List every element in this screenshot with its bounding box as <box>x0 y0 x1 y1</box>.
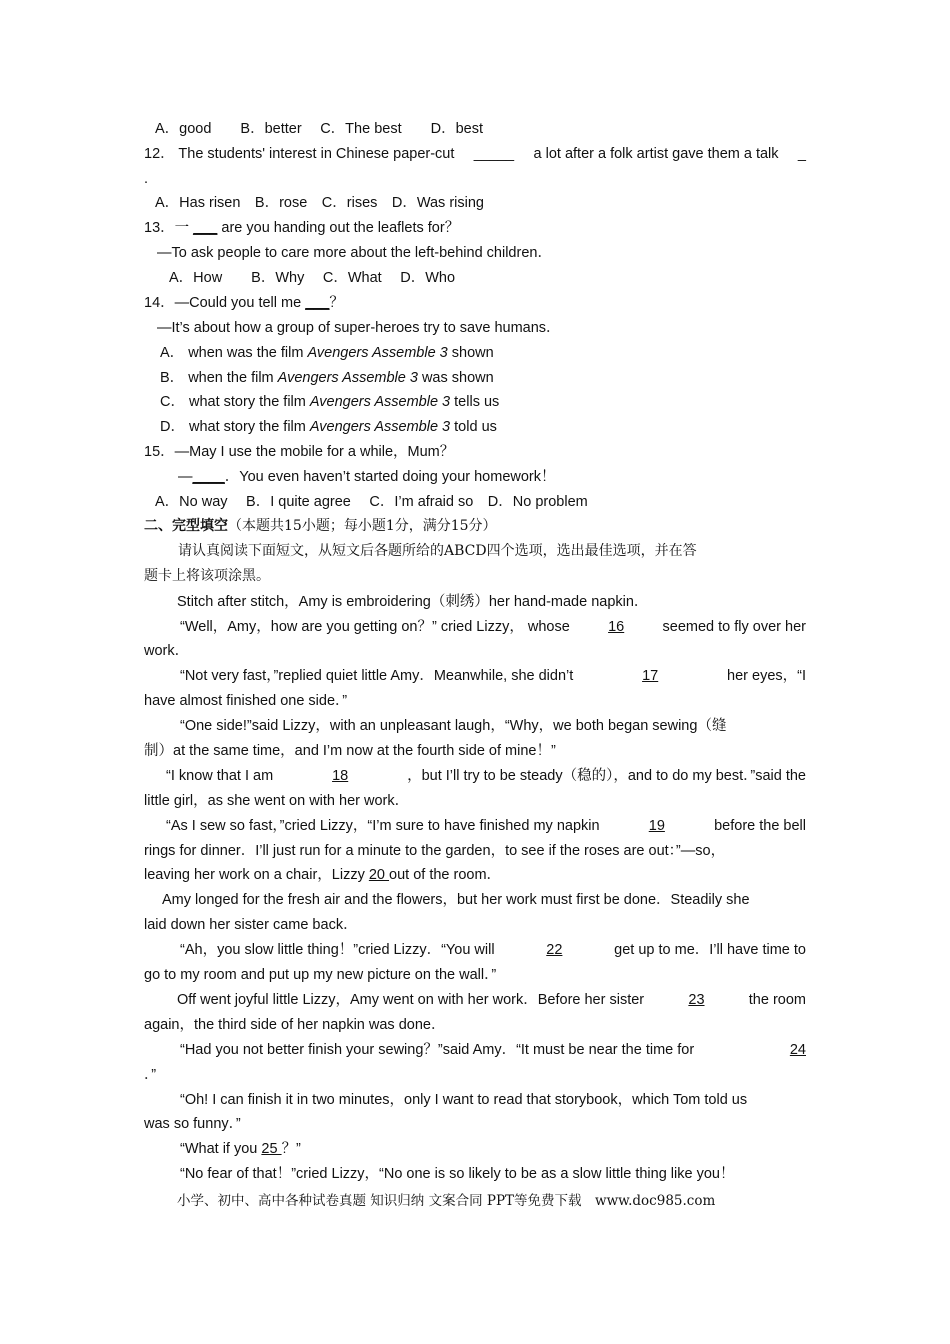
q14-option-c-post: tells us <box>454 394 500 410</box>
passage-p6-line3 <box>144 866 501 884</box>
q14-option-c-pre: C． what story the film <box>160 394 306 410</box>
passage-p5-line1 <box>166 767 806 785</box>
q13-stem <box>144 219 459 237</box>
passage-p4-line2: 制）at the same time，and I’m now at the fourth side of mine！” <box>144 743 556 759</box>
q14-option-d-pre: D． what story the film <box>160 419 306 435</box>
blank-23: 23 <box>688 992 705 1008</box>
film-title: Avengers Assemble 3 <box>307 345 448 361</box>
passage-p2-line1 <box>180 618 806 636</box>
passage-p11-line1 <box>180 1091 806 1109</box>
p5-text-a: “I know that I am <box>166 768 274 784</box>
passage-p6-line1 <box>166 817 806 835</box>
q14-blank: ___ <box>305 295 330 311</box>
blank-22: 22 <box>546 942 563 958</box>
p8-text-a: “Ah，you slow little thing！”cried Lizzy．“You will <box>180 942 495 958</box>
passage-p6-line2 <box>144 842 806 860</box>
blank-24: 24 <box>789 1042 806 1058</box>
q13-number: 13．一 <box>144 220 190 236</box>
blank-25: 25 <box>261 1141 282 1157</box>
q15-reply-text: ．You even haven’t started doing your homework！ <box>224 469 556 485</box>
q14-option-b <box>160 369 494 387</box>
p2-text-b: seemed to fly over her <box>662 619 806 635</box>
p12-text-a: “What if you <box>180 1141 258 1157</box>
passage-p1: Stitch after stitch，Amy is embroidering（刺绣）her hand-made napkin． <box>177 594 649 610</box>
q14-question: 14．—Could you tell me <box>144 295 302 311</box>
q12-blank-b: _ <box>797 146 806 162</box>
section-heading <box>144 517 497 535</box>
passage-p13 <box>180 1165 806 1183</box>
q13-question: are you handing out the leaflets for？ <box>221 220 460 236</box>
p2-text-a: “Well，Amy，how are you getting on？” cried Lizzy， whose <box>180 619 570 635</box>
q14-option-b-post: was shown <box>421 370 494 386</box>
q12-cont: . <box>144 171 149 187</box>
p5-text-b: ，but I’ll try to be steady（稳的），and to do my best．”said the <box>407 768 806 784</box>
instructions-text-1: 请认真阅读下面短文，从短文后各题所给的ABCD四个选项，选出最佳选项，并在答 <box>178 543 697 559</box>
section-instructions-line2: 题卡上将该项涂黑。 <box>144 568 270 584</box>
q15-dash: — <box>178 469 193 485</box>
passage-p10-line2: ．” <box>144 1067 157 1083</box>
blank-17: 17 <box>642 668 659 684</box>
passage-p9-line2: again，the third side of her napkin was done． <box>144 1017 446 1033</box>
p6-text-c: rings for dinner．I’ll just run for a minute to the garden，to see if the roses are out：”—so， <box>144 843 726 859</box>
p3-text-b: her eyes，“I <box>727 668 806 684</box>
q15-options: A．No way B．I quite agree C．I’m afraid so D．No problem <box>155 494 588 510</box>
p10-text-a: “Had you not better finish your sewing？”said Amy．“It must be near the time for <box>180 1042 695 1058</box>
passage-p9-line1 <box>177 991 806 1009</box>
q14-stem <box>144 294 344 312</box>
page-footer: 小学、初中、高中各种试卷真题 知识归纳 文案合同 PPT等免费下载 www.doc985.com <box>177 1193 716 1209</box>
film-title: Avengers Assemble 3 <box>309 419 451 435</box>
film-title: Avengers Assemble 3 <box>309 394 451 410</box>
q13-answer: —To ask people to care more about the left-behind children． <box>157 245 552 261</box>
p4-text-a: “One side!”said Lizzy，with an unpleasant laugh，“Why，we both began sewing（缝 <box>180 718 727 734</box>
p12-text-b: ？” <box>281 1141 301 1157</box>
p3-text-a: “Not very fast，”replied quiet little Amy．Meanwhile, she didn’t <box>180 668 574 684</box>
p6-text-a: “As I sew so fast，”cried Lizzy，“I’m sure to have finished my napkin <box>166 818 600 834</box>
q14-option-b-pre: B． when the film <box>160 370 274 386</box>
p6-text-b: before the bell <box>714 818 806 834</box>
q14-option-a-post: shown <box>451 345 494 361</box>
q12-stem <box>144 145 806 163</box>
passage-p3-line2: have almost finished one side．” <box>144 693 348 709</box>
p9-text-a: Off went joyful little Lizzy，Amy went on with her work．Before her sister <box>177 992 645 1008</box>
section-title: 二、完型填空 <box>144 518 228 534</box>
passage-p12 <box>180 1140 301 1158</box>
blank-20: 20 <box>368 867 390 883</box>
q14-option-c <box>160 393 499 411</box>
q15-stem: 15．—May I use the mobile for a while，Mum？ <box>144 444 455 460</box>
passage-p7-line1 <box>162 891 806 909</box>
q14-option-d <box>160 418 497 436</box>
blank-16: 16 <box>608 619 625 635</box>
passage-p7-line2: laid down her sister came back． <box>144 917 358 933</box>
passage-p2-line2: work． <box>144 643 190 659</box>
passage-p8-line1 <box>180 941 806 959</box>
q14-option-a <box>160 344 494 362</box>
q14-option-a-pre: A． when was the film <box>160 345 304 361</box>
q12-blank-a: _____ <box>473 146 515 162</box>
p6-text-e: out of the room． <box>389 867 502 883</box>
section-instructions-line1 <box>144 542 806 560</box>
passage-p11-line2: was so funny．” <box>144 1116 241 1132</box>
q14-option-d-post: told us <box>454 419 497 435</box>
p9-text-b: the room <box>748 992 806 1008</box>
p6-text-d: leaving her work on a chair，Lizzy <box>144 867 365 883</box>
section-note: （本题共15小题；每小题1分，满分15分） <box>228 518 497 534</box>
p13-text: “No fear of that！”cried Lizzy，“No one is so likely to be as a slow little thing like you！ <box>180 1166 735 1182</box>
q14-end: ？ <box>329 295 344 311</box>
passage-p10-line1 <box>180 1041 806 1059</box>
passage-p3-line1 <box>180 667 806 685</box>
q13-options: A．How B．Why C．What D．Who <box>169 270 456 286</box>
film-title: Avengers Assemble 3 <box>277 370 418 386</box>
p8-text-b: get up to me．I’ll have time to <box>614 942 806 958</box>
q11-options: A．good B．better C．The best D．best <box>155 121 483 137</box>
q12-stem-a: 12． The students' interest in Chinese paper-cut <box>144 146 455 162</box>
passage-p4-line1 <box>180 717 806 735</box>
q12-options: A．Has risen B．rose C．rises D．Was rising <box>155 195 484 211</box>
blank-19: 19 <box>648 818 665 834</box>
q15-blank: ____ <box>192 469 225 485</box>
blank-18: 18 <box>332 768 349 784</box>
passage-p5-line2: little girl，as she went on with her work． <box>144 793 410 809</box>
passage-p8-line2: go to my room and put up my new picture on the wall．” <box>144 967 497 983</box>
p11-text-a: “Oh! I can finish it in two minutes，only I want to read that storybook，which Tom told us <box>180 1092 748 1108</box>
q14-answer: —It’s about how a group of super-heroes try to save humans． <box>157 320 561 336</box>
q13-blank: ___ <box>193 220 218 236</box>
q12-stem-b: a lot after a folk artist gave them a talk <box>533 146 779 162</box>
q15-reply <box>178 468 556 486</box>
p7-text-a: Amy longed for the fresh air and the flowers，but her work must first be done．Steadily she <box>162 892 750 908</box>
